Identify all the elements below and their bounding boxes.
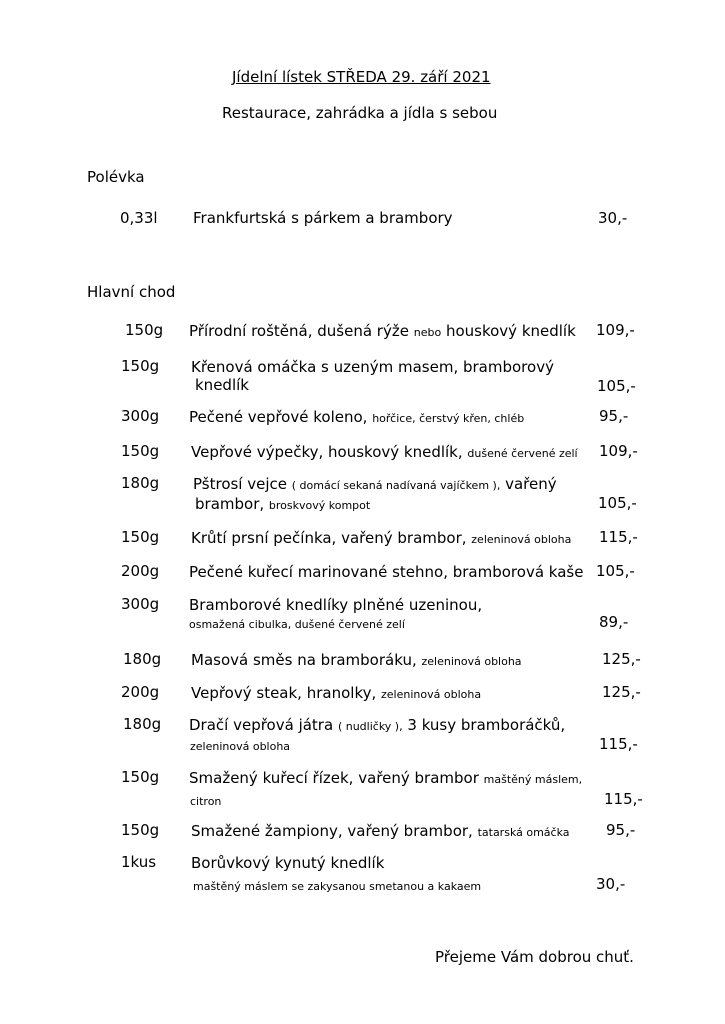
item-side-dish: zeleninová obloha: [190, 740, 291, 753]
item-side-dish: nebo: [413, 326, 442, 339]
item-price: 89,-: [599, 613, 629, 631]
item-name: Přírodní roštěná, dušená rýže: [189, 322, 414, 340]
item-portion: 150g: [121, 528, 160, 546]
item-name: Křenová omáčka s uzeným masem, bramborový: [191, 358, 554, 376]
item-description-line2: [189, 613, 405, 632]
item-price: 105,-: [598, 494, 637, 512]
item-description-line1: [189, 715, 565, 734]
item-description-line2: [195, 375, 249, 394]
item-side-dish: zeleninová obloha: [471, 533, 572, 546]
item-side-dish: maštěný máslem,: [483, 773, 583, 786]
item-side-dish: zeleninová obloha: [381, 688, 482, 701]
item-name: knedlík: [195, 376, 249, 394]
item-description-line1: [191, 650, 522, 669]
item-description-line2: [195, 494, 370, 513]
item-price: 95,-: [606, 821, 636, 839]
item-portion: 180g: [123, 715, 162, 733]
item-description-line2: [190, 790, 221, 809]
item-name: Borůvkový kynutý knedlík: [191, 854, 385, 872]
item-name: Pštrosí vejce: [193, 475, 292, 493]
item-portion: 180g: [121, 474, 160, 492]
item-name: Vepřový steak, hranolky,: [191, 684, 382, 702]
item-price: 30,-: [596, 875, 626, 893]
item-name: Vepřové výpečky, houskový knedlík,: [191, 443, 468, 461]
item-description-line1: [189, 407, 524, 426]
item-name: Smažené žampiony, vařený brambor,: [191, 822, 478, 840]
item-portion: 300g: [121, 595, 160, 613]
item-description-line2: [193, 875, 481, 894]
item-name: Bramborové knedlíky plněné uzeninou,: [189, 596, 483, 614]
section-heading-soup: Polévka: [87, 168, 145, 186]
item-portion: 0,33l: [120, 209, 158, 227]
item-description-line1: [191, 821, 570, 840]
item-price: 109,-: [599, 442, 638, 460]
item-portion: 150g: [121, 357, 160, 375]
item-name: Pečené kuřecí marinované stehno, bramborová kaše: [189, 563, 584, 581]
item-side-dish: ( nudličky ),: [337, 720, 403, 733]
item-side-dish: citron: [190, 795, 222, 808]
item-portion: 180g: [123, 650, 162, 668]
item-description-line1: [191, 853, 384, 872]
item-side-dish: dušené červené zelí: [467, 447, 578, 460]
page-subtitle: Restaurace, zahrádka a jídla s sebou: [222, 104, 498, 122]
item-portion: 150g: [125, 321, 164, 339]
item-portion: 1kus: [121, 853, 157, 871]
item-price: 125,-: [602, 683, 641, 701]
item-name: vařený: [500, 475, 557, 493]
item-side-dish: broskvový kompot: [268, 499, 371, 512]
item-portion: 150g: [121, 442, 160, 460]
item-side-dish: tatarská omáčka: [477, 826, 570, 839]
item-price: 115,-: [604, 790, 643, 808]
item-name: Smažený kuřecí řízek, vařený brambor: [189, 769, 484, 787]
section-heading-mains: Hlavní chod: [87, 283, 176, 301]
item-price: 109,-: [596, 321, 635, 339]
item-price: 105,-: [597, 377, 636, 395]
item-name: 3 kusy bramboráčků,: [402, 716, 566, 734]
item-price: 115,-: [599, 735, 638, 753]
item-portion: 150g: [121, 768, 160, 786]
item-description-line1: [191, 683, 481, 702]
item-description-line1: [191, 442, 578, 461]
item-description-line2: [190, 735, 290, 754]
item-description-line1: [191, 357, 554, 376]
item-portion: 200g: [121, 562, 160, 580]
item-description-line1: [189, 562, 583, 581]
item-portion: 300g: [121, 407, 160, 425]
item-name: Masová směs na bramboráku,: [191, 651, 422, 669]
item-side-dish: maštěný máslem se zakysanou smetanou a kakaem: [193, 880, 482, 893]
closing-wish: Přejeme Vám dobrou chuť.: [435, 948, 634, 966]
item-name: brambor,: [195, 495, 269, 513]
item-side-dish: ( domácí sekaná nadívaná vajíčkem ),: [291, 479, 501, 492]
item-description-line1: [189, 595, 482, 614]
item-name: Frankfurtská s párkem a brambory: [193, 209, 453, 227]
item-side-dish: hořčice, čerstvý křen, chléb: [372, 412, 525, 425]
item-name: Krůtí prsní pečínka, vařený brambor,: [191, 529, 472, 547]
item-name: Pečené vepřové koleno,: [189, 408, 373, 426]
item-price: 125,-: [602, 650, 641, 668]
item-price: 115,-: [599, 528, 638, 546]
item-price: 30,-: [598, 209, 628, 227]
item-side-dish: osmažená cibulka, dušené červené zelí: [189, 618, 405, 631]
item-portion: 150g: [121, 821, 160, 839]
item-price: 95,-: [599, 407, 629, 425]
page-title: Jídelní lístek STŘEDA 29. září 2021: [232, 68, 491, 86]
item-description-line1: [191, 528, 571, 547]
item-description-line1: [193, 474, 557, 493]
item-name: Dračí vepřová játra: [189, 716, 338, 734]
item-description-line1: [189, 321, 576, 340]
item-description-line1: [189, 768, 582, 787]
item-name: houskový knedlík: [441, 322, 576, 340]
item-side-dish: zeleninová obloha: [421, 655, 522, 668]
item-portion: 200g: [121, 683, 160, 701]
item-price: 105,-: [596, 562, 635, 580]
